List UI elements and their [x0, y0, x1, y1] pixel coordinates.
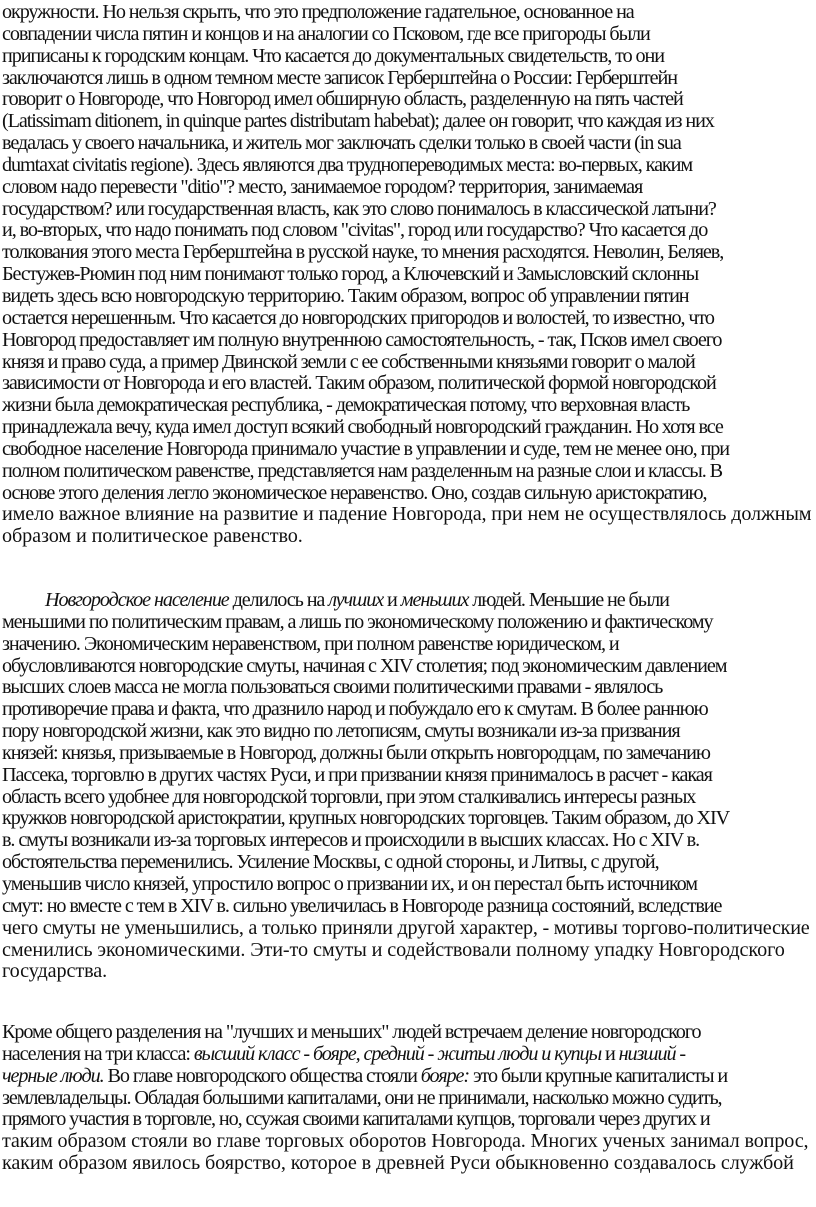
text-line: обстоятельства переменились. Усиление Москвы, с одной стороны, и Литвы, с другой, [2, 851, 659, 874]
text-run: это были крупные капиталисты и [469, 1064, 728, 1087]
text-line: каким образом явилось боярство, которое в древней Руси обыкновенно создавалось службой [2, 1152, 794, 1175]
text-line: dumtaxat civitatis regione). Здесь являются два труднопереводимых места: во-первых, каким [2, 153, 693, 176]
text-line: противоречие права и факта, что дразнило народ и побуждало его к смутам. В более раннюю [2, 698, 708, 721]
text-line: землевладельцы. Обладая большими капиталами, они не принимали, насколько можно судить, [2, 1086, 722, 1109]
italic-term: низший - [618, 1042, 686, 1065]
text-line: значению. Экономическим неравенством, при полном равенстве юридическом, и [2, 632, 619, 655]
text-line: толкования этого места Герберштейна в русской науке, то мнения расходятся. Неволин, Беляев, [2, 241, 724, 264]
text-line: окружности. Но нельзя скрыть, что это предположение гадательное, основанное на [2, 1, 634, 23]
text-line: основе этого деления легло экономическое неравенство. Оно, создав сильную аристократию, [2, 481, 707, 504]
text-line: словом надо перевести "ditio"? место, занимаемое городом? территория, занимаемая [2, 175, 643, 198]
text-line: полном политическом равенстве, представляется нам разделенным на разные слои и классы. В [2, 459, 722, 482]
text-run: Во главе новгородского общества стояли [103, 1064, 421, 1087]
text-line: сменились экономическими. Эти-то смуты и содействовали полному упадку Новгородского [2, 938, 785, 961]
text-line: князя и право суда, а пример Двинской земли с ее собственными князьями говорит о малой [2, 350, 695, 373]
text-line: говорит о Новгороде, что Новгород имел обширную область, разделенную на пять частей [2, 88, 683, 111]
text-line: уменьшив число князей, упростило вопрос о призвании их, и он перестал быть источником [2, 872, 697, 895]
text-line: приписаны к городским концам. Что касается до документальных свидетельств, то они [2, 44, 664, 67]
text-line: свободное население Новгорода принимало участие в управлении и суде, тем не менее оно, при [2, 437, 729, 460]
text-line: зависимости от Новгорода и его властей. Таким образом, политической формой новгородской [2, 372, 716, 395]
text-line: и, во-вторых, что надо понимать под словом "civitas", город или государство? Что касается до [2, 219, 708, 242]
text-line: имело важное влияние на развитие и падение Новгорода, при нем не осуществлялось должным [2, 503, 812, 526]
text-line: видеть здесь всю новгородскую территорию. Таким образом, вопрос об управлении пятин [2, 284, 689, 307]
text-line: в. смуты возникали из-за торговых интересов и происходили в высших классах. Но с XIV в. [2, 829, 700, 852]
text-line: Бестужев-Рюмин под ним понимают только город, а Ключевский и Замысловский склонны [2, 263, 699, 286]
text-line: образом и политическое равенство. [2, 525, 303, 548]
text-line: государства. [2, 960, 108, 983]
text-line: (Latissimam ditionem, in quinque partes distributam habebat); далее он говорит, что каждая из них [2, 110, 714, 133]
paragraph-1 [2, 2, 811, 548]
text-line: ведалась у своего начальника, и житель мог заключать сделки только в своей части (in sua [2, 132, 681, 155]
text-line: остается нерешенным. Что касается до новгородских пригородов и волостей, то известно, что [2, 306, 714, 329]
text-line: пору новгородской жизни, как это видно по летописям, смуты возникали из-за призвания [2, 720, 680, 743]
text-line-mixed [2, 1066, 808, 1088]
paragraph-2 [2, 590, 809, 983]
text-run: и [383, 589, 401, 611]
text-line: кружков новгородской аристократии, крупных новгородских торговцев. Таким образом, до XIV [2, 807, 730, 830]
text-line: обусловливаются новгородские смуты, начиная с XIV столетия; под экономическим давлением [2, 654, 727, 677]
paragraph-3 [2, 1022, 808, 1175]
italic-term: черные люди. [2, 1064, 104, 1087]
text-run: людей. Меньшие не были [468, 589, 669, 611]
text-run: и [601, 1042, 619, 1065]
text-line: Новгород предоставляет им полную внутреннюю самостоятельность, - так, Псков имел своего [2, 328, 722, 351]
text-run: населения на три класса: [2, 1042, 194, 1065]
text-line: чего смуты не уменьшились, а только приняли другой характер, - мотивы торгово-политические [2, 916, 810, 939]
text-line: меньшими по политическим правам, а лишь по экономическому положению и фактическому [2, 610, 713, 633]
text-line: область всего удобнее для новгородской торговли, при этом сталкивались интересы разных [2, 785, 696, 808]
text-line: таким образом стояли во главе торговых оборотов Новгорода. Многих ученых занимал вопрос, [2, 1130, 809, 1153]
text-line: высших слоев масса не могла пользоваться своими политическими правами - являлось [2, 676, 663, 699]
text-line: заключаются лишь в одном темном месте записок Герберштейна о России: Герберштейн [2, 66, 677, 89]
text-line: Кроме общего разделения на "лучших и меньших" людей встречаем деление новгородского [2, 1021, 701, 1043]
text-line: прямого участия в торговле, но, ссужая своими капиталами купцов, торговали через других и [2, 1108, 710, 1131]
text-run: делилось на [228, 589, 329, 611]
text-line: смут: но вместе с тем в XIV в. сильно увеличилась в Новгороде разница состояний, вследствие [2, 894, 722, 917]
text-line: Пассека, торговлю в других частях Руси, и при призвании князя принималось в расчет - какая [2, 763, 712, 786]
italic-term: лучших [328, 589, 384, 611]
text-line: государством? или государственная власть, как это слово понималось в классической латыни? [2, 197, 716, 220]
text-line: князей: князья, призываемые в Новгород, должны были открыть новгородцам, по замечанию [2, 741, 710, 764]
italic-term: бояре: [420, 1064, 470, 1087]
text-line: совпадении числа пятин и концов и на аналогии со Псковом, где все пригороды были [2, 22, 650, 45]
text-line: жизни была демократическая республика, - демократическая потому, что верховная власть [2, 394, 690, 417]
italic-term: меньших [400, 589, 469, 611]
italic-term: высший класс - бояре, средний - житьи люди и купцы [193, 1042, 602, 1065]
text-line: принадлежала вечу, куда имел доступ всякий свободный новгородский гражданин. Но хотя все [2, 416, 723, 439]
text-line-mixed [2, 1044, 808, 1066]
text-line-first [2, 590, 809, 612]
italic-term: Новгородское население [45, 589, 229, 611]
